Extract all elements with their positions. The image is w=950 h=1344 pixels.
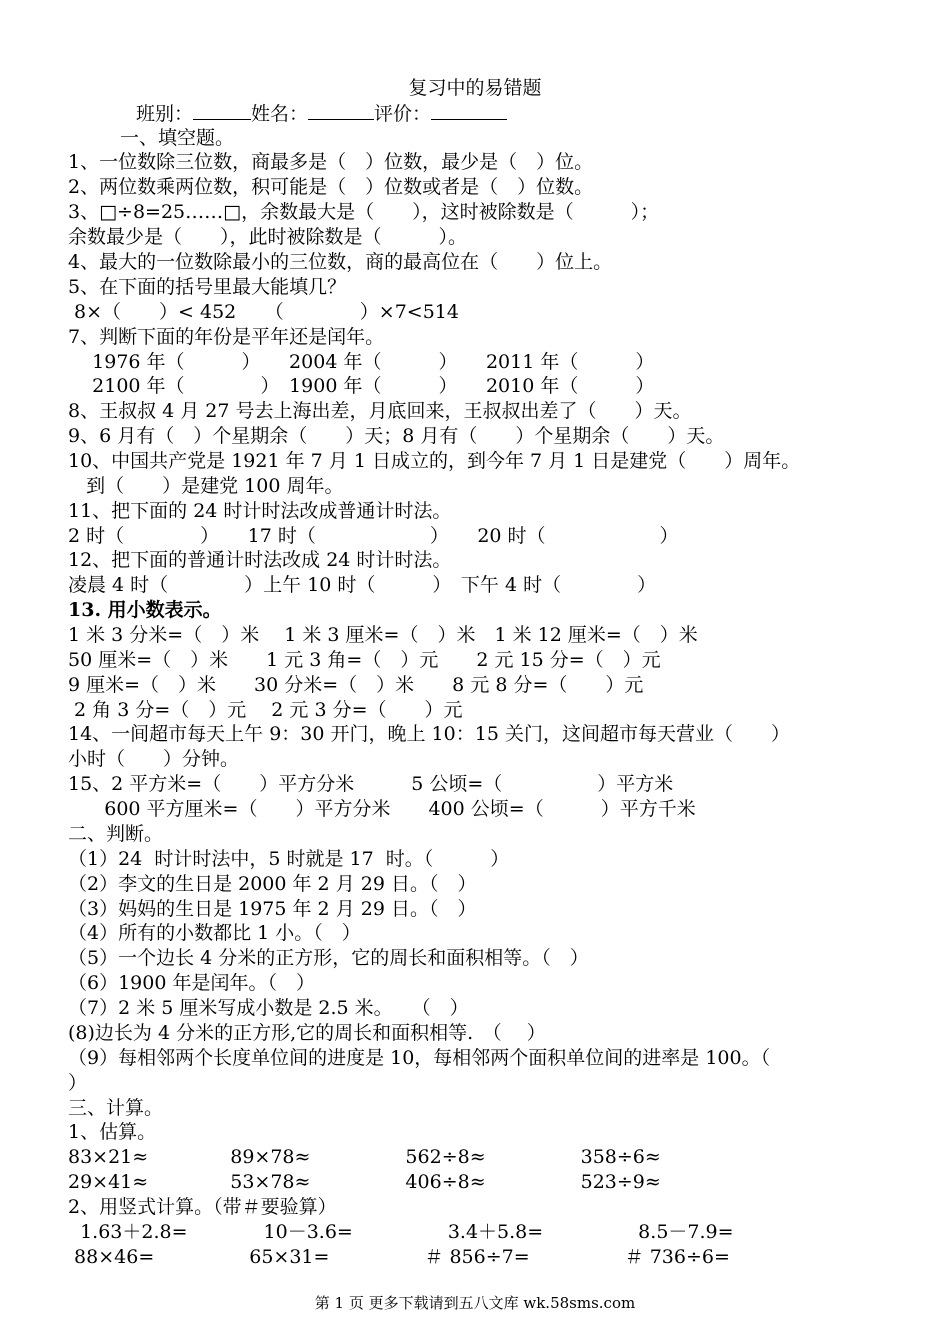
- class-label: 班别：: [136, 103, 194, 125]
- judge-line: （3）妈妈的生日是 1975 年 2 月 29 日。（ ）: [68, 898, 477, 920]
- class-blank: [193, 101, 251, 120]
- calc-line: 1.63＋2.8= 10－3.6= 3.4＋5.8= 8.5－7.9=: [68, 1221, 734, 1243]
- question-line: 50 厘米=（ ）米 1 元 3 角=（ ）元 2 元 15 分=（ ）元: [68, 649, 661, 671]
- name-label: 姓名：: [251, 103, 309, 125]
- section-heading: 三、计算。: [68, 1097, 164, 1119]
- section-heading: 一、填空题。: [120, 127, 235, 149]
- judge-line: （2）李文的生日是 2000 年 2 月 29 日。（ ）: [68, 873, 477, 895]
- question-line: 9 厘米=（ ）米 30 分米=（ ）米 8 元 8 分=（ ）元: [68, 674, 644, 696]
- question-line: 凌晨 4 时（ ）上午 10 时（ ） 下午 4 时（ ）: [68, 574, 657, 596]
- calc-line: 88×46= 65×31= ＃ 856÷7= ＃ 736÷6=: [68, 1246, 730, 1268]
- page-footer: 第 1 页 更多下载请到五八文库 wk.58sms.com: [314, 1294, 636, 1312]
- question-line: 1、一位数除三位数，商最多是（ ）位数，最少是（ ）位。: [68, 151, 594, 173]
- judge-line: （5）一个边长 4 分米的正方形，它的周长和面积相等。（ ）: [68, 947, 589, 969]
- question-line: 余数最少是（ ），此时被除数是（ ）。: [68, 226, 468, 248]
- question-line: 11、把下面的 24 时计时法改成普通计时法。: [68, 500, 452, 522]
- question-line: 4、最大的一位数除最小的三位数，商的最高位在（ ）位上。: [68, 251, 613, 273]
- question-line: 1 米 3 分米=（ ）米 1 米 3 厘米=（ ）米 1 米 12 厘米=（ ）米: [68, 624, 698, 646]
- question-line: 12、把下面的普通计时法改成 24 时计时法。: [68, 549, 452, 571]
- question-line: 10、中国共产党是 1921 年 7 月 1 日成立的，到今年 7 月 1 日是建党（ ）周年。: [68, 450, 801, 472]
- question-line: 14、一间超市每天上午 9：30 开门，晚上 10：15 关门，这间超市每天营业（ ）: [68, 723, 790, 745]
- question-line: 1976 年（ ） 2004 年（ ） 2011 年（ ）: [68, 351, 655, 373]
- eval-blank: [431, 101, 507, 120]
- question-line: 8×（ ）< 452 （ ）×7<514: [68, 301, 459, 323]
- question-line: 2、用竖式计算。（带＃要验算）: [68, 1196, 337, 1218]
- eval-label: 评价：: [374, 103, 432, 125]
- question-line: 15、2 平方米=（ ）平方分米 5 公顷=（ ）平方米: [68, 773, 674, 795]
- judge-line: （7）2 米 5 厘米写成小数是 2.5 米。 （ ）: [68, 997, 469, 1019]
- question-line: 2、两位数乘两位数，积可能是（ ）位数或者是（ ）位数。: [68, 176, 594, 198]
- question-heading-bold: 13. 用小数表示。: [68, 599, 222, 621]
- section-heading: 二、判断。: [68, 823, 164, 845]
- judge-line: （4）所有的小数都比 1 小。（ ）: [68, 922, 361, 944]
- question-line: 到（ ）是建党 100 周年。: [68, 475, 344, 497]
- question-line: 5、在下面的括号里最大能填几？: [68, 276, 347, 298]
- question-line: 8、王叔叔 4 月 27 号去上海出差，月底回来，王叔叔出差了（ ）天。: [68, 400, 692, 422]
- judge-line: （1）24 时计时法中，5 时就是 17 时。（ ）: [68, 848, 510, 870]
- question-line: 600 平方厘米=（ ）平方分米 400 公顷=（ ）平方千米: [68, 798, 696, 820]
- question-line: 1、估算。: [68, 1121, 157, 1143]
- question-line: 2 时（ ） 17 时（ ） 20 时（ ）: [68, 525, 679, 547]
- calc-line: 83×21≈ 89×78≈ 562÷8≈ 358÷6≈: [68, 1146, 661, 1168]
- student-info-row: [136, 101, 507, 125]
- question-line: 9、6 月有（ ）个星期余（ ）天；8 月有（ ）个星期余（ ）天。: [68, 425, 725, 447]
- judge-line: ）: [68, 1072, 88, 1094]
- name-blank: [308, 101, 374, 120]
- judge-line: （6）1900 年是闰年。（ ）: [68, 972, 315, 994]
- question-line: 小时（ ）分钟。: [68, 748, 240, 770]
- question-line: 2100 年（ ） 1900 年（ ） 2010 年（ ）: [68, 375, 655, 397]
- judge-line: (8)边长为 4 分米的正方形,它的周长和面积相等. （ ）: [68, 1022, 546, 1044]
- calc-line: 29×41≈ 53×78≈ 406÷8≈ 523÷9≈: [68, 1171, 661, 1193]
- judge-line: （9）每相邻两个长度单位间的进度是 10，每相邻两个面积单位间的进率是 100。（: [68, 1047, 771, 1069]
- question-line: 2 角 3 分=（ ）元 2 元 3 分=（ ）元: [68, 699, 463, 721]
- page-title: 复习中的易错题: [408, 77, 542, 99]
- question-line: 7、判断下面的年份是平年还是闰年。: [68, 326, 385, 348]
- question-line: 3、□÷8=25……□，余数最大是（ ），这时被除数是（ ）；: [68, 201, 660, 223]
